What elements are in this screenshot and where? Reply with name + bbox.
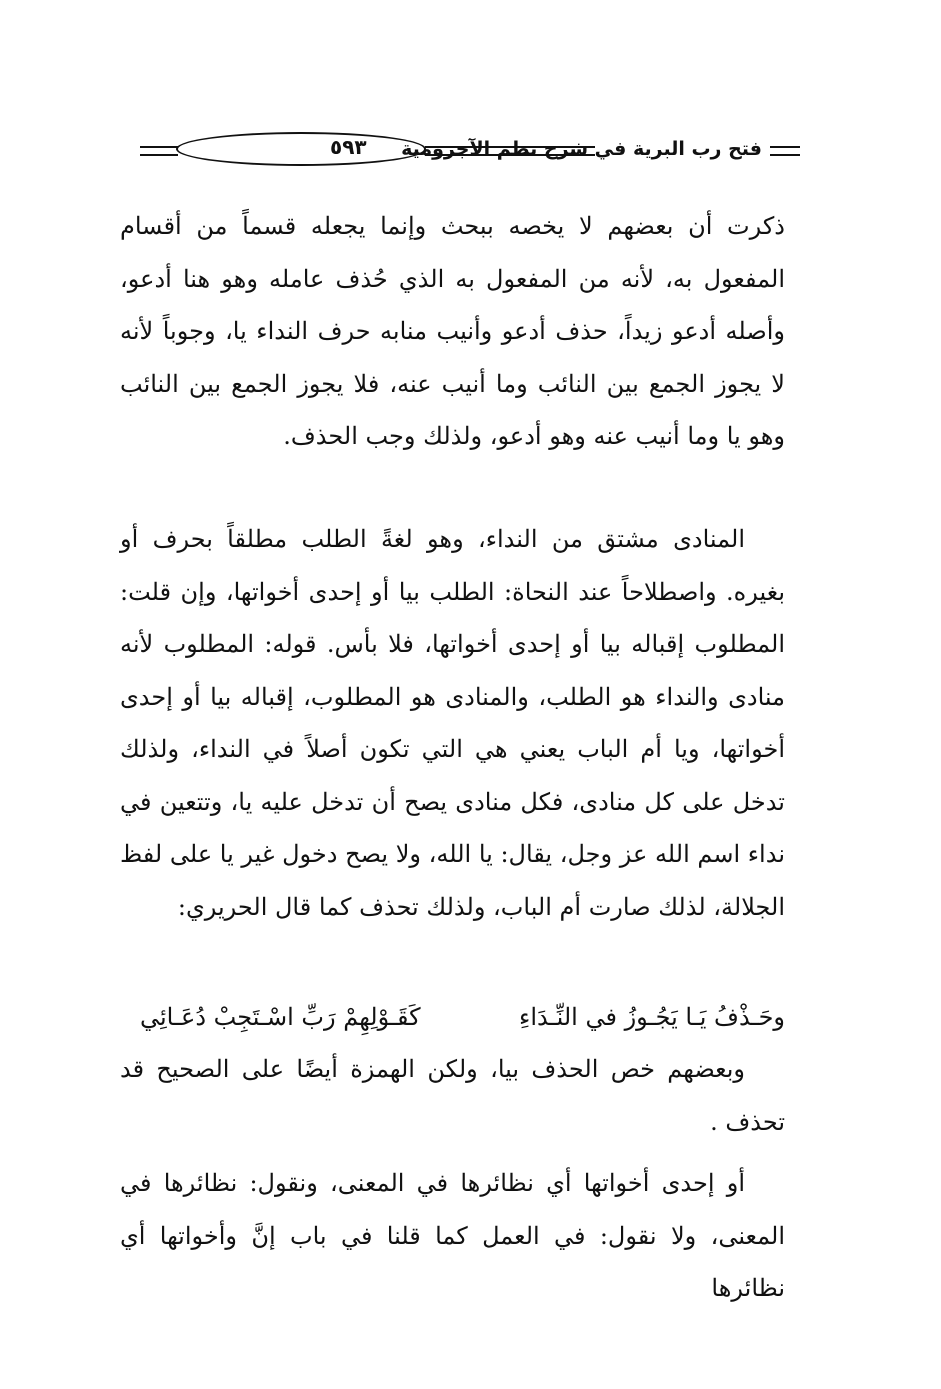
header-rule-left — [140, 146, 178, 156]
poetry-verse — [120, 991, 785, 1043]
paragraph-2: المنادى مشتق من النداء، وهو لغةً الطلب مطلقاً بحرف أو بغيره. واصطلاحاً عند النحاة: الطلب بيا أو إحدى أخواتها، وإن قلت: المطلوب إقباله بيا أو إحدى أخواتها، فلا بأس. قوله: المطلوب لأنه منادى والنداء هو الطلب، والمنادى هو المطلوب، إقباله بيا أو إحدى أخواتها، ويا أم الباب يعني هي التي تكون أصلاً في النداء، ولذلك تدخل على كل منادى، فكل منادى يصح أن تدخل عليه يا، وتتعين في نداء اسم الله عز وجل، يقال: يا الله، ولا يصح دخول غير يا على لفظ الجلالة، لذلك صارت أم الباب، ولذلك تحذف كما قال الحريري: — [120, 525, 785, 921]
paragraph-1: ذكرت أن بعضهم لا يخصه ببحث وإنما يجعله قسماً من أقسام المفعول به، لأنه من المفعول به الذي حُذف عامله وهو هنا أدعو، وأصله أدعو زيداً، حذف أدعو وأنيب منابه حرف النداء يا، وجوباً لأنه لا يجوز الجمع بين النائب وما أنيب عنه، فلا يجوز الجمع بين النائب وهو يا وما أنيب عنه وهو أدعو، ولذلك وجب الحذف. — [120, 212, 785, 450]
page-number: ٥٩٣ — [330, 135, 367, 159]
header-rule-right — [770, 146, 800, 156]
verse-first-hemistich: وحَـذْفُ يَـا يَجُـوزُ في النِّـدَاءِ — [519, 1003, 785, 1031]
header-rule-middle — [425, 146, 595, 156]
page-number-frame — [176, 132, 426, 166]
verse-second-hemistich: كَقَـوْلِهِمْ رَبِّ اسْـتَجِبْ دُعَـائِي — [140, 1003, 421, 1031]
book-title: فتح رب البرية في شرح نظم الآجرومية — [401, 138, 762, 160]
paragraph-4: أو إحدى أخواتها أي نظائرها في المعنى، ونقول: نظائرها في المعنى، ولا نقول: في العمل كما قلنا في باب إنَّ وأخواتها أي نظائرها — [120, 1169, 785, 1302]
paragraph-3: وبعضهم خص الحذف بيا، ولكن الهمزة أيضًا على الصحيح قد تحذف . — [120, 1055, 785, 1136]
running-header — [140, 130, 800, 176]
